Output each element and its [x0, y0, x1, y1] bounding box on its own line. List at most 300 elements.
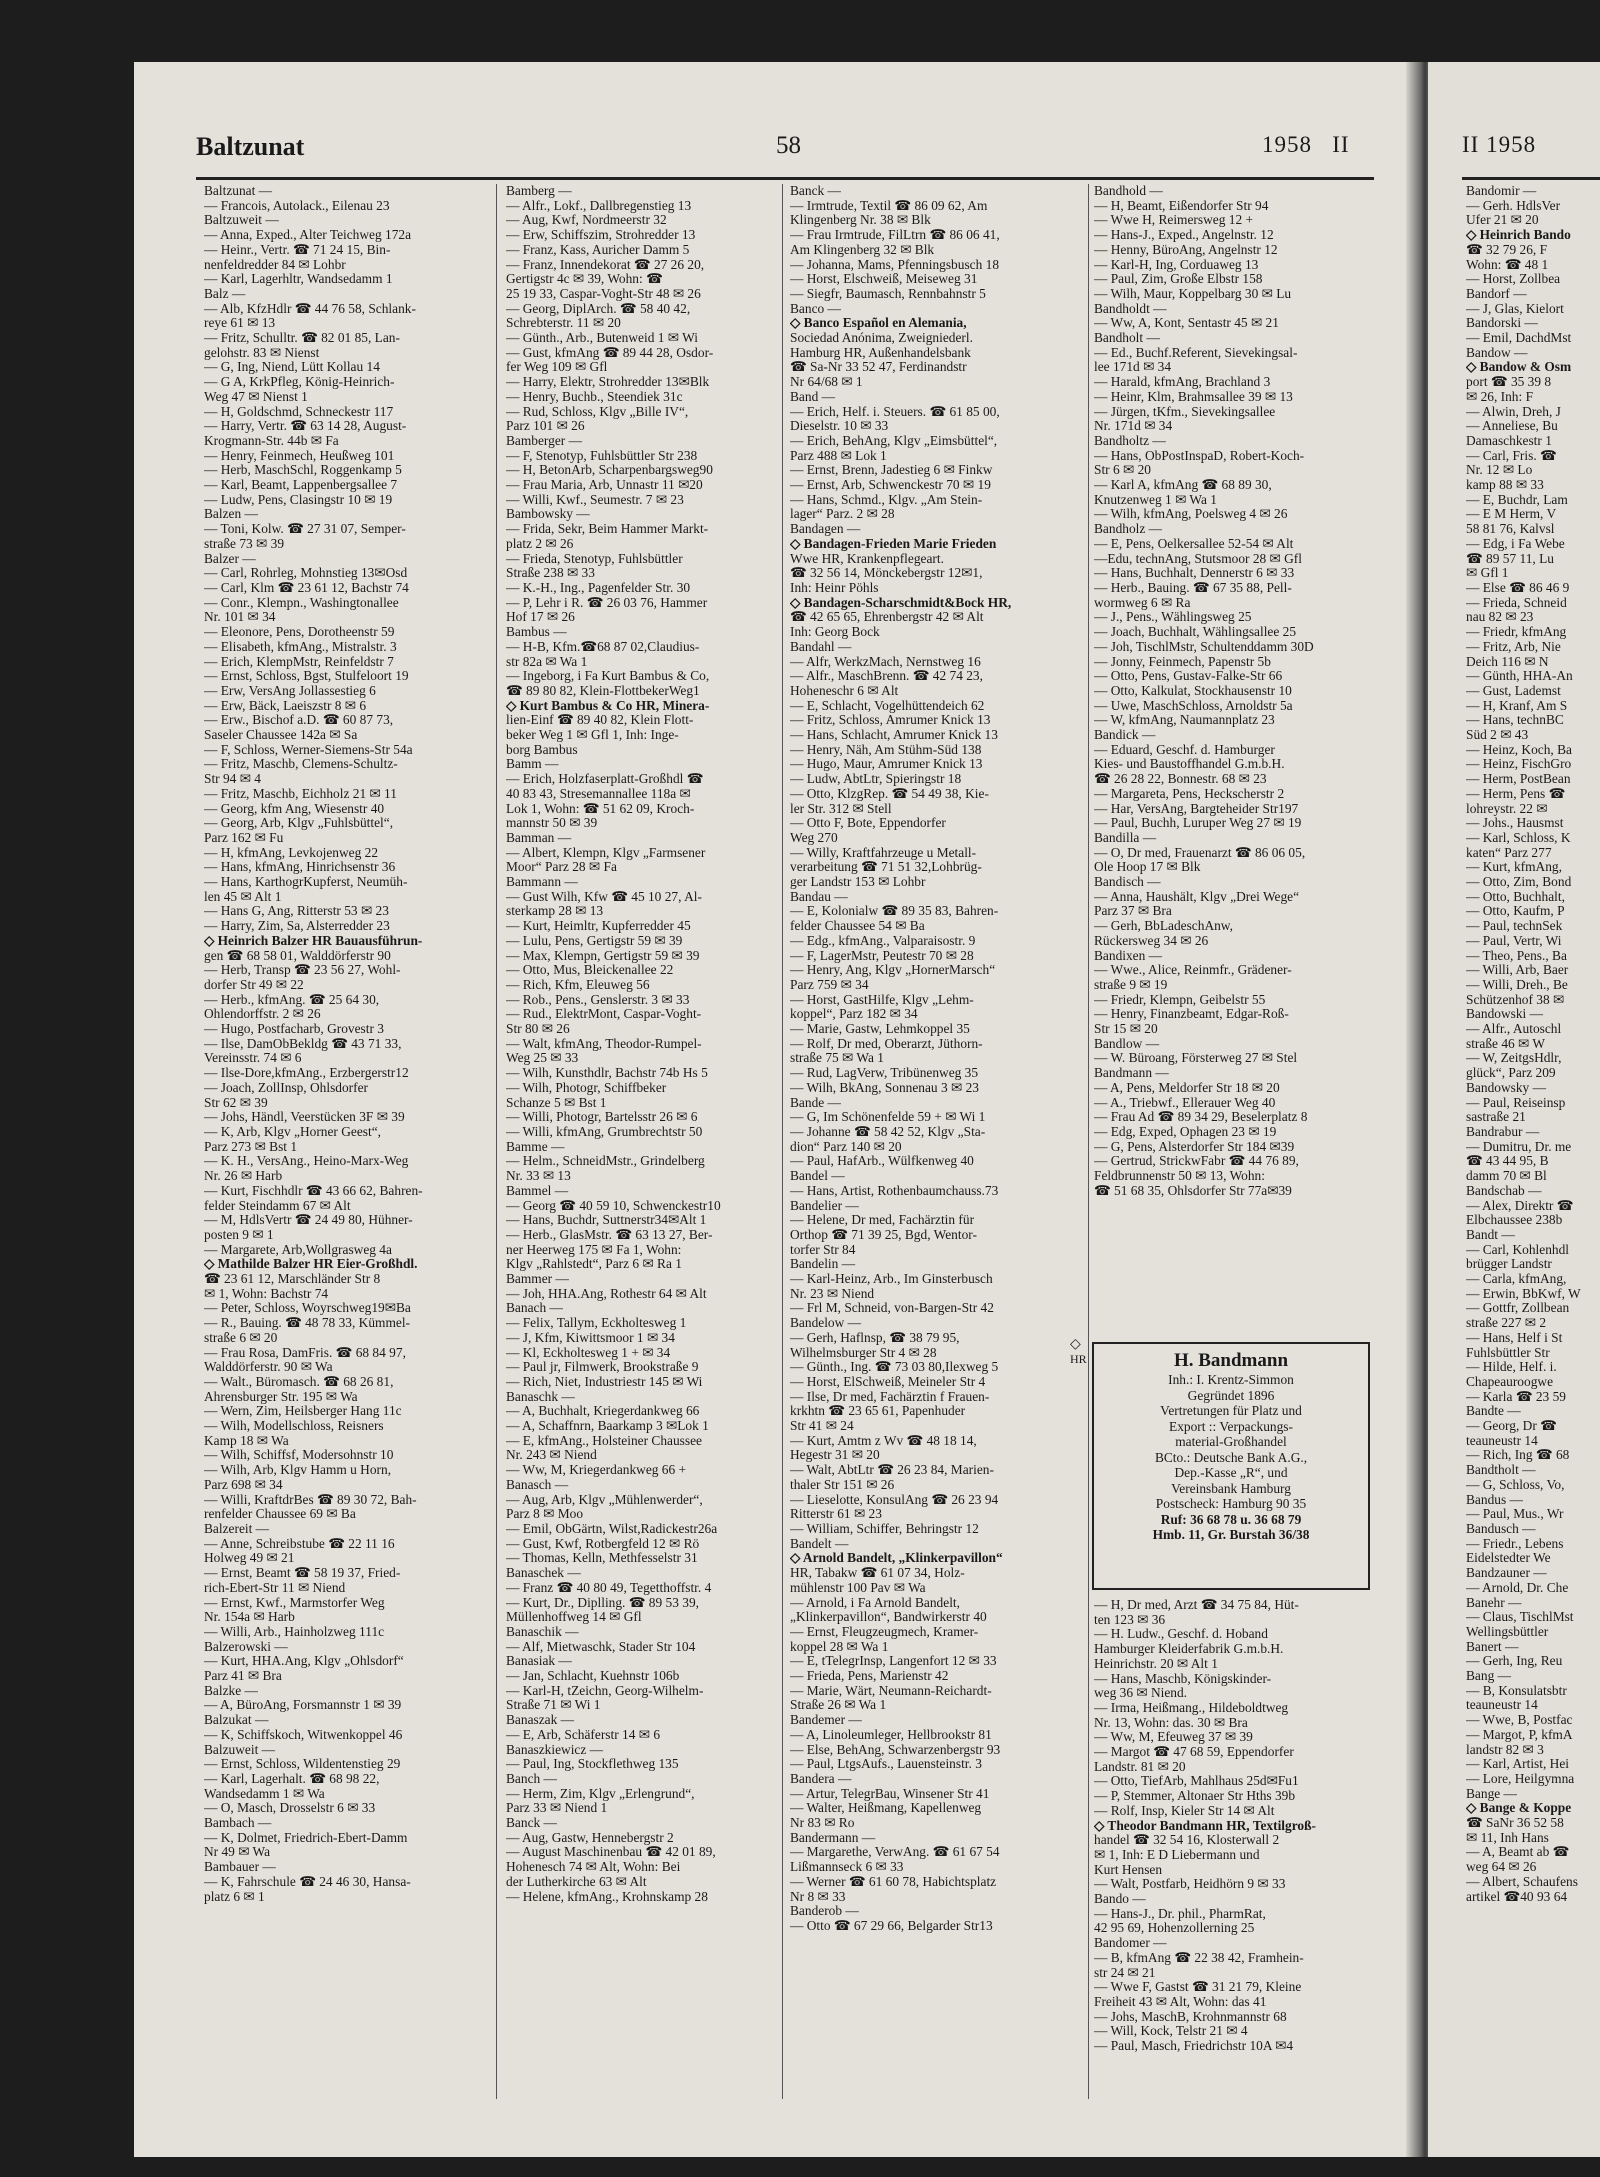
directory-entry-line: — Karl, Lagerhalt. ☎ 68 98 22, — [204, 1771, 380, 1786]
directory-entry-line: Nr 64/68 ✉ 1 — [790, 375, 863, 390]
directory-entry-line: Orthop ☎ 71 39 25, Bgd, Wentor- — [790, 1227, 977, 1242]
directory-entry-line: gen ☎ 68 58 01, Walddörferstr 90 — [204, 948, 391, 963]
directory-entry-line: — Joh, TischlMstr, Schultenddamm 30D — [1094, 639, 1314, 654]
directory-entry-line: mühlenstr 100 Pav ✉ Wa — [790, 1580, 926, 1595]
directory-entry-line: — Jan, Schlacht, Kuehnstr 106b — [506, 1669, 680, 1684]
directory-entry-line: — Gust, kfmAng ☎ 89 44 28, Osdor- — [506, 345, 714, 360]
directory-entry-line: dion“ Parz 140 ✉ 20 — [790, 1139, 902, 1154]
directory-entry-line: — Willi, Photogr, Bartelsstr 26 ✉ 6 — [506, 1110, 698, 1125]
directory-entry-line: — Kl, Eckholtesweg 1 + ✉ 34 — [506, 1345, 671, 1360]
directory-entry-line: — Karl, Lagerhltr, Wandsedamm 1 — [204, 272, 393, 287]
directory-entry-line: — Karla ☎ 23 59 — [1466, 1389, 1566, 1404]
directory-entry-line: Deich 116 ✉ N — [1466, 654, 1549, 669]
directory-entry-line: — Heinz, Koch, Ba — [1466, 742, 1572, 757]
directory-entry-line: Moor“ Parz 28 ✉ Fa — [506, 860, 617, 875]
directory-entry-line: — Karl-H, Ing, Corduaweg 13 — [1094, 257, 1259, 272]
directory-entry-line: ☎ 89 80 82, Klein-FlottbekerWeg1 — [506, 683, 700, 698]
surname-heading: Banach — — [506, 1301, 563, 1316]
directory-entry-line: — G, Schloss, Vo, — [1466, 1477, 1565, 1492]
directory-entry-line: — B, kfmAng ☎ 22 38 42, Framhein- — [1094, 1950, 1304, 1965]
surname-heading: Balzukat — — [204, 1713, 269, 1728]
advertisement-line: Gegründet 1896 — [1187, 1387, 1275, 1403]
directory-entry-line: — Toni, Kolw. ☎ 27 31 07, Semper- — [204, 522, 406, 537]
surname-heading: Banaschik — — [506, 1624, 579, 1639]
directory-entry-line: — Ww, A, Kont, Sentastr 45 ✉ 21 — [1094, 316, 1279, 331]
surname-heading: Balzen — — [204, 507, 258, 522]
directory-entry-line: — Georg, Arb, Klgv „Fuhlsbüttel“, — [204, 816, 394, 831]
advertisement-line: Hmb. 11, Gr. Burstah 36/38 — [1152, 1527, 1310, 1542]
surname-heading: Bandorski — — [1466, 316, 1538, 331]
directory-entry-line: verarbeitung ☎ 71 51 32,Lohbrüg- — [790, 860, 982, 875]
surname-heading: Balz — — [204, 286, 246, 301]
directory-entry-line: — Günth., Arb., Butenweid 1 ✉ Wi — [506, 331, 698, 346]
directory-entry-line: — Gust, Kwf, Rotbergfeld 12 ✉ Rö — [506, 1536, 700, 1551]
surname-heading: Bandhold — — [1094, 184, 1163, 198]
directory-entry-line: — Felix, Tallym, Eckholtesweg 1 — [506, 1316, 687, 1331]
directory-entry-line: Str 94 ✉ 4 — [204, 772, 261, 787]
directory-entry-line: — Joach, Buchhalt, Wählingsallee 25 — [1094, 625, 1297, 640]
directory-entry-line: — H, kfmAng, Levkojenweg 22 — [204, 845, 379, 860]
surname-heading: Bandtholt — — [1466, 1463, 1536, 1478]
directory-entry-line: Hegestr 31 ✉ 20 — [790, 1448, 880, 1463]
advertisement-line: Vereinsbank Hamburg — [1171, 1480, 1291, 1496]
directory-entry-line: Str 41 ✉ 24 — [790, 1419, 854, 1434]
advertisement-box — [1092, 1342, 1370, 1590]
surname-heading: Bandholtz — — [1094, 433, 1166, 448]
directory-entry-line: — Rich, Ing ☎ 68 — [1466, 1448, 1570, 1463]
directory-entry-line: — Eduard, Geschf. d. Hamburger — [1094, 742, 1275, 757]
directory-entry-line: — Gottfr, Zollbean — [1466, 1301, 1570, 1316]
surname-heading: Bang — — [1466, 1669, 1512, 1684]
directory-entry-line: — E, Pens, Oelkersallee 52-54 ✉ Alt — [1094, 536, 1294, 551]
directory-entry-line: — Wwe., Alice, Reinmfr., Grädener- — [1094, 963, 1292, 978]
directory-entry-line: — Alwin, Dreh, J — [1466, 404, 1561, 419]
surname-heading: Bandorf — — [1466, 286, 1527, 301]
directory-entry-line: — Albert, Schaufens — [1466, 1874, 1578, 1889]
directory-entry-line: Str 62 ✉ 39 — [204, 1095, 268, 1110]
advertisement-line: Dep.-Kasse „R“, und — [1174, 1465, 1288, 1480]
directory-entry-line: — Rob., Pens., Genslerstr. 3 ✉ 33 — [506, 992, 690, 1007]
directory-entry-line: Parz 273 ✉ Bst 1 — [204, 1139, 298, 1154]
surname-heading: Baltzunat — — [204, 184, 273, 198]
directory-entry-line: — Ingeborg, i Fa Kurt Bambus & Co, — [506, 669, 710, 684]
directory-entry-line: — Otto, Kaufm, P — [1466, 904, 1565, 919]
directory-entry-line: felder Chaussee 54 ✉ Ba — [790, 919, 925, 934]
directory-entry-line: — Kurt, kfmAng, — [1466, 860, 1562, 875]
directory-entry-line: felder Steindamm 67 ✉ Alt — [204, 1198, 351, 1213]
directory-entry-line: wormweg 6 ✉ Ra — [1094, 595, 1191, 610]
directory-entry-line: weg 36 ✉ Niend. — [1094, 1686, 1188, 1701]
directory-entry-line: — Karl-Heinz, Arb., Im Ginsterbusch — [790, 1272, 993, 1287]
directory-entry-line: — Harald, kfmAng, Brachland 3 — [1094, 375, 1271, 390]
directory-entry-line: — Gerh, BbLadeschAnw, — [1094, 919, 1233, 934]
directory-entry-line: — Joh, HHA.Ang, Rothestr 64 ✉ Alt — [506, 1286, 707, 1301]
directory-entry-line: — Carl, Kohlenhdl — [1466, 1242, 1570, 1257]
directory-entry-line: torfer Str 84 — [790, 1242, 856, 1257]
directory-entry-line: ◇ Theodor Bandmann HR, Textilgroß- — [1094, 1818, 1317, 1833]
directory-entry-line: — Gertrud, StrickwFabr ☎ 44 76 89, — [1094, 1154, 1299, 1169]
directory-entry-line: Freiheit 43 ✉ Alt, Wohn: das 41 — [1094, 1994, 1267, 2009]
surname-heading: Bandermann — — [790, 1830, 876, 1845]
directory-entry-line: — Rud, Schloss, Klgv „Bille IV“, — [506, 404, 689, 419]
directory-entry-line: — Paul, Buchh, Luruper Weg 27 ✉ 19 — [1094, 816, 1302, 831]
directory-entry-line: — Lieselotte, KonsulAng ☎ 26 23 94 — [790, 1492, 999, 1507]
directory-entry-line: Parz 37 ✉ Bra — [1094, 904, 1172, 919]
directory-entry-line: — Henry, Ang, Klgv „HornerMarsch“ — [790, 963, 996, 978]
surname-heading: Bammer — — [506, 1272, 569, 1287]
directory-entry-line: — Elisabeth, kfmAng., Mistralstr. 3 — [204, 639, 397, 654]
directory-entry-line: — Erich, BehAng, Klgv „Eimsbüttel“, — [790, 433, 998, 448]
directory-entry-line: teauneustr 14 — [1466, 1698, 1538, 1713]
directory-entry-line: — Kurt, Amtm z Wv ☎ 48 18 14, — [790, 1433, 977, 1448]
surname-heading: Balzerowski — — [204, 1639, 288, 1654]
directory-entry-line: — A, Schaffnrn, Baarkamp 3 ✉Lok 1 — [506, 1419, 709, 1434]
directory-entry-line: — Henny, BüroAng, Angelnstr 12 — [1094, 242, 1278, 257]
surname-heading: Bandowski — — [1466, 1007, 1543, 1022]
directory-entry-line: — R., Bauing. ☎ 48 78 33, Kümmel- — [204, 1316, 410, 1331]
surname-heading: Balzereit — — [204, 1521, 270, 1536]
directory-entry-line: — H, Goldschmd, Schneckestr 117 — [204, 404, 394, 419]
directory-entry-line: Weg 270 — [790, 830, 838, 845]
directory-entry-line: — E, Schlacht, Vogelhüttendeich 62 — [790, 698, 985, 713]
directory-entry-line: — Otto F, Bote, Eppendorfer — [790, 816, 946, 831]
directory-entry-line: posten 9 ✉ 1 — [204, 1227, 274, 1242]
directory-entry-line: straße 73 ✉ 39 — [204, 536, 285, 551]
directory-entry-line: — Dumitru, Dr. me — [1466, 1139, 1572, 1154]
directory-entry-line: — P, Lehr i R. ☎ 26 03 76, Hammer — [506, 595, 708, 610]
directory-entry-line: — Ernst, Kwf., Marmstorfer Weg — [204, 1595, 385, 1610]
directory-entry-line: — G A, KrkPfleg, König-Heinrich- — [204, 375, 395, 390]
directory-entry-line: ☎ 43 44 95, B — [1466, 1154, 1549, 1169]
directory-entry-line: — A, Buchhalt, Kriegerdankweg 66 — [506, 1404, 700, 1419]
surname-heading: Banck — — [506, 1816, 557, 1831]
directory-entry-line: — Hugo, Maur, Amrumer Knick 13 — [790, 757, 983, 772]
directory-entry-line: — Henry, Buchb., Steendiek 31c — [506, 389, 683, 404]
directory-entry-line: — Otto, KlzgRep. ☎ 54 49 38, Kie- — [790, 786, 989, 801]
directory-entry-line: — G, Im Schönenfelde 59 + ✉ Wi 1 — [790, 1110, 986, 1125]
directory-entry-line: — E, tTelegrInsp, Langenfort 12 ✉ 33 — [790, 1654, 997, 1669]
directory-entry-line: ☎ 32 56 14, Mönckebergstr 12✉1, — [790, 566, 983, 581]
directory-entry-line: — Franz, Innendekorat ☎ 27 26 20, — [506, 257, 705, 272]
directory-entry-line: „Klinkerpavillon“, Bandwirkerstr 40 — [790, 1610, 987, 1625]
directory-entry-line: Parz 8 ✉ Moo — [506, 1507, 584, 1522]
advertisement-line: Export :: Verpackungs- — [1169, 1418, 1293, 1434]
directory-entry-line: — Ernst, Beamt ☎ 58 19 37, Fried- — [204, 1566, 401, 1581]
directory-entry-line: — K. H., VersAng., Heino-Marx-Weg — [204, 1154, 409, 1169]
directory-entry-line: Str 6 ✉ 20 — [1094, 463, 1151, 478]
directory-entry-line: HR, Tabakw ☎ 61 07 34, Holz- — [790, 1566, 965, 1581]
directory-entry-line: Süd 2 ✉ 43 — [1466, 728, 1529, 743]
directory-entry-line: — M, HdlsVertr ☎ 24 49 80, Hühner- — [204, 1213, 413, 1228]
directory-entry-line: — Willi, Arb, Baer — [1466, 963, 1569, 978]
surname-heading: Bandelt — — [790, 1536, 849, 1551]
directory-entry-line: Hamburg HR, Außenhandelsbank — [790, 345, 971, 360]
directory-entry-line: — Edg, i Fa Webe — [1466, 536, 1565, 551]
directory-entry-line: — Frl M, Schneid, von-Bargen-Str 42 — [790, 1301, 994, 1316]
directory-entry-line: — Carl, Rohrleg, Mohnstieg 13✉Osd — [204, 566, 408, 581]
directory-entry-line: — Fritz, Maschb, Eichholz 21 ✉ 11 — [204, 786, 397, 801]
directory-entry-line: — Erwin, BbKwf, W — [1466, 1286, 1581, 1301]
directory-entry-line: — Rich, Niet, Industriestr 145 ✉ Wi — [506, 1374, 703, 1389]
directory-entry-line: — G, Ing, Niend, Lütt Kollau 14 — [204, 360, 380, 375]
directory-entry-line: beker Weg 1 ✉ Gfl 1, Inh: Inge- — [506, 728, 679, 743]
directory-entry-line: Ole Hoop 17 ✉ Blk — [1094, 860, 1201, 875]
directory-entry-line: Parz 41 ✉ Bra — [204, 1669, 282, 1684]
directory-entry-line: — Paul, Mus., Wr — [1466, 1507, 1564, 1522]
directory-entry-line: — Harry, Elektr, Strohredder 13✉Blk — [506, 375, 710, 390]
directory-entry-line: Wellingsbüttler — [1466, 1624, 1549, 1639]
directory-entry-line: — Rolf, Dr med, Oberarzt, Jüthorn- — [790, 1036, 983, 1051]
directory-entry-line: ☎ 89 57 11, Lu — [1466, 551, 1554, 566]
directory-entry-line: Parz 101 ✉ 26 — [506, 419, 585, 434]
directory-entry-line: — Hans, Helf i St — [1466, 1330, 1563, 1345]
directory-entry-line: — Hugo, Postfacharb, Grovestr 3 — [204, 1022, 384, 1037]
directory-entry-line: Wwe HR, Krankenpflegeart. — [790, 551, 944, 566]
directory-entry-line: Wandsedamm 1 ✉ Wa — [204, 1786, 325, 1801]
directory-entry-line: — Ludw, AbtLtr, Spieringstr 18 — [790, 772, 962, 787]
directory-entry-line: Straße 238 ✉ 33 — [506, 566, 595, 581]
directory-entry-line: — Wilh, BkAng, Sonnenau 3 ✉ 23 — [790, 1080, 979, 1095]
directory-entry-line: Nr 8 ✉ 33 — [790, 1889, 846, 1904]
directory-entry-line: straße 227 ✉ 2 — [1466, 1316, 1547, 1331]
surname-heading: Bambach — — [204, 1816, 272, 1831]
directory-entry-line: Parz 698 ✉ 34 — [204, 1477, 283, 1492]
directory-entry-line: — Otto ☎ 67 29 66, Belgarder Str13 — [790, 1918, 993, 1933]
directory-entry-line: Elbchaussee 238b — [1466, 1213, 1563, 1228]
directory-entry-line: — Hans, technBC — [1466, 713, 1564, 728]
directory-entry-line: — Har, VersAng, Bargteheider Str197 — [1094, 801, 1299, 816]
page-number: 58 — [776, 132, 801, 159]
directory-entry-line: — Ernst, Brenn, Jadestieg 6 ✉ Finkw — [790, 463, 993, 478]
directory-entry-line: — H-B, Kfm.☎68 87 02,Claudius- — [506, 639, 700, 654]
directory-entry-line: — W. Büroang, Försterweg 27 ✉ Stel — [1094, 1051, 1298, 1066]
directory-entry-line: — Hans, Schmd., Klgv. „Am Stein- — [790, 492, 983, 507]
directory-entry-line: — Gerh, Haflnsp, ☎ 38 79 95, — [790, 1330, 960, 1345]
directory-entry-line: ☎ 26 28 22, Bonnestr. 68 ✉ 23 — [1094, 772, 1267, 787]
directory-entry-line: —Edu, technAng, Stutsmoor 28 ✉ Gfl — [1094, 551, 1302, 566]
directory-entry-line: — Margarete, Arb,Wollgrasweg 4a — [204, 1242, 392, 1257]
directory-entry-line: ten 123 ✉ 36 — [1094, 1612, 1166, 1627]
directory-entry-line: ✉ Gfl 1 — [1466, 566, 1509, 581]
advertisement-line: material-Großhandel — [1175, 1434, 1287, 1449]
directory-entry-line: — Horst, Zollbea — [1466, 272, 1561, 287]
directory-entry-line: — Alfr., Lokf., Dallbregenstieg 13 — [506, 198, 692, 213]
advertisement-body — [1094, 1372, 1368, 1543]
surname-heading: Bambus — — [506, 625, 567, 640]
directory-entry-line: — Heinr, Klm, Brahmsallee 39 ✉ 13 — [1094, 389, 1293, 404]
directory-entry-line: ✉ 1, Inh: E D Liebermann und — [1094, 1847, 1260, 1862]
directory-entry-line: — Ernst, Schloss, Wildentenstieg 29 — [204, 1757, 401, 1772]
directory-entry-line: koppel“, Parz 182 ✉ 34 — [790, 1007, 918, 1022]
directory-entry-line: — Frau Rosa, DamFris. ☎ 68 84 97, — [204, 1345, 406, 1360]
directory-entry-line: — Johs, Händl, Veerstücken 3F ✉ 39 — [204, 1110, 405, 1125]
directory-entry-line: — Frau Maria, Arb, Unnastr 11 ✉20 — [506, 478, 703, 493]
directory-entry-line: — Rud., ElektrMont, Caspar-Voght- — [506, 1007, 702, 1022]
directory-entry-line: — Johanne ☎ 58 42 52, Klgv „Sta- — [790, 1125, 986, 1139]
directory-entry-line: — Johs., Hausmst — [1466, 816, 1564, 831]
directory-entry-line: — Claus, TischlMst — [1466, 1610, 1574, 1625]
directory-entry-line: kamp 88 ✉ 33 — [1466, 478, 1544, 493]
directory-entry-line: — Willy, Kraftfahrzeuge u Metall- — [790, 845, 977, 860]
directory-entry-line: — Hans, kfmAng, Hinrichsenstr 36 — [204, 860, 396, 875]
directory-entry-line: ☎ SaNr 36 52 58 — [1466, 1816, 1564, 1831]
directory-entry-line: — Werner ☎ 61 60 78, Habichtsplatz — [790, 1874, 997, 1889]
business-register-label: HR — [1070, 1352, 1087, 1366]
advertisement-line: Postscheck: Hamburg 90 35 — [1155, 1496, 1307, 1511]
directory-entry-line: ✉ 1, Wohn: Bachstr 74 — [204, 1286, 329, 1301]
directory-entry-line: str 82a ✉ Wa 1 — [506, 654, 588, 669]
directory-entry-line: — Harry, Vertr. ☎ 63 14 28, August- — [204, 419, 407, 434]
directory-entry-line: — K, Arb, Klgv „Horner Geest“, — [204, 1125, 382, 1139]
directory-entry-line: Kamp 18 ✉ Wa — [204, 1433, 289, 1448]
directory-entry-line: — E M Herm, V — [1466, 507, 1557, 522]
directory-entry-line: — Herb, MaschSchl, Roggenkamp 5 — [204, 463, 402, 478]
directory-entry-line: — Carla, kfmAng, — [1466, 1272, 1567, 1287]
directory-entry-line: ✉ 11, Inh Hans — [1466, 1830, 1549, 1845]
directory-entry-line: — O, Dr med, Frauenarzt ☎ 86 06 05, — [1094, 845, 1306, 860]
directory-column-4-top — [1094, 184, 1374, 1199]
directory-entry-line: Krogmann-Str. 44b ✉ Fa — [204, 433, 339, 448]
surname-heading: Bandmann — — [1094, 1066, 1169, 1081]
directory-entry-line: — Franz, Kass, Auricher Damm 5 — [506, 242, 690, 257]
directory-entry-line: 58 81 76, Kalvsl — [1466, 522, 1555, 537]
directory-entry-line: Parz 162 ✉ Fu — [204, 830, 284, 845]
directory-entry-line: Inh: Georg Bock — [790, 625, 880, 640]
directory-entry-line: Nr. 26 ✉ Harb — [204, 1169, 283, 1184]
surname-heading: Bamberg — — [506, 184, 572, 198]
directory-entry-line: — Max, Klempn, Gertigstr 59 ✉ 39 — [506, 948, 700, 963]
advertisement-line: Vertretungen für Platz und — [1160, 1403, 1302, 1418]
advertisement-line: Ruf: 36 68 78 u. 36 68 79 — [1160, 1511, 1302, 1527]
directory-entry-line: — Hans, ObPostInspaD, Robert-Koch- — [1094, 448, 1305, 463]
directory-entry-line: — Artur, TelegrBau, Winsener Str 41 — [790, 1786, 990, 1801]
directory-entry-line: Hof 17 ✉ 26 — [506, 610, 575, 625]
directory-entry-line: Sociedad Anónima, Zweigniederl. — [790, 331, 973, 346]
directory-entry-line: teauneustr 14 — [1466, 1433, 1538, 1448]
directory-entry-line: Nr. 13, Wohn: das. 30 ✉ Bra — [1094, 1715, 1248, 1730]
directory-entry-line: — Marie, Wärt, Neumann-Reichardt- — [790, 1683, 992, 1698]
directory-entry-line: — Erich, Helf. i. Steuers. ☎ 61 85 00, — [790, 404, 1000, 419]
directory-entry-line: Knutzenweg 1 ✉ Wa 1 — [1094, 492, 1217, 507]
directory-entry-line: ◇ Heinrich Bando — [1466, 228, 1571, 243]
directory-entry-line: Parz 488 ✉ Lok 1 — [790, 448, 887, 463]
directory-entry-line: — Herb., Bauing. ☎ 67 35 88, Pell- — [1094, 580, 1292, 595]
directory-entry-line: Straße 26 ✉ Wa 1 — [790, 1698, 887, 1713]
directory-entry-line: Landstr. 81 ✉ 20 — [1094, 1759, 1186, 1774]
surname-heading: Bandomir — — [1466, 184, 1537, 198]
surname-heading: Banaszak — — [506, 1713, 575, 1728]
surname-heading: Balzuweit — — [204, 1742, 276, 1757]
surname-heading: Bando — — [1094, 1892, 1146, 1907]
directory-entry-line: — Otto, Mus, Bleickenallee 22 — [506, 963, 674, 978]
directory-entry-line: — Ilse, DamObBekldg ☎ 43 71 33, — [204, 1036, 402, 1051]
directory-entry-line: — Joach, ZollInsp, Ohlsdorfer — [204, 1080, 369, 1095]
directory-entry-line: koppel 28 ✉ Wa 1 — [790, 1639, 889, 1654]
surname-heading: Banco — — [790, 301, 841, 316]
directory-entry-line: ☎ 23 61 12, Marschländer Str 8 — [204, 1272, 381, 1287]
running-head-year — [1262, 132, 1350, 172]
directory-entry-line: — Margot ☎ 47 68 59, Eppendorfer — [1094, 1745, 1294, 1760]
directory-entry-line: — Erw, Schiffszim, Strohredder 13 — [506, 228, 696, 243]
directory-entry-line: — Paul, Vertr, Wi — [1466, 933, 1562, 948]
directory-entry-line: — Kurt, Fischhdlr ☎ 43 66 62, Bahren- — [204, 1183, 423, 1198]
directory-entry-line: — Ernst, Arb, Schwenckestr 70 ✉ 19 — [790, 478, 991, 493]
directory-entry-line: — Hans, Artist, Rothenbaumchauss.73 — [790, 1183, 999, 1198]
directory-entry-line: gelohstr. 83 ✉ Nienst — [204, 345, 320, 360]
directory-entry-line: — K, Dolmet, Friedrich-Ebert-Damm — [204, 1830, 408, 1845]
directory-entry-line: — Helene, Dr med, Fachärztin für — [790, 1213, 975, 1228]
directory-entry-line: — Wilh, Modellschloss, Reisners — [204, 1419, 384, 1434]
surname-heading: Bamm — — [506, 757, 559, 772]
directory-entry-line: — Gust Wilh, Kfw ☎ 45 10 27, Al- — [506, 889, 702, 904]
directory-entry-line: — William, Schiffer, Behringstr 12 — [790, 1521, 979, 1536]
directory-entry-line: — Ed., Buchf.Referent, Sievekingsal- — [1094, 345, 1298, 360]
directory-entry-line: — Herb., GlasMstr. ☎ 63 13 27, Ber- — [506, 1227, 713, 1242]
directory-entry-line: — Frau Ad ☎ 89 34 29, Beselerplatz 8 — [1094, 1110, 1308, 1125]
directory-entry-line: Nr. 101 ✉ 34 — [204, 610, 276, 625]
directory-entry-line: — Günth, HHA-An — [1466, 669, 1573, 684]
directory-entry-line: — Emil, ObGärtn, Wilst,Radickestr26a — [506, 1521, 718, 1536]
directory-entry-line: — Else ☎ 86 46 9 — [1466, 580, 1570, 595]
surname-heading: Bamberger — — [506, 433, 582, 448]
directory-entry-line: — Irma, Heißmang., Hildeboldtweg — [1094, 1700, 1289, 1715]
directory-entry-line: Ufer 21 ✉ 20 — [1466, 213, 1539, 228]
surname-heading: Bandahl — — [790, 639, 852, 654]
directory-entry-line: — Fritz, Schulltr. ☎ 82 01 85, Lan- — [204, 331, 400, 346]
surname-heading: Banaschk — — [506, 1389, 575, 1404]
directory-entry-line: — Willi, Kwf., Seumestr. 7 ✉ 23 — [506, 492, 684, 507]
directory-entry-line: Hohenesch 74 ✉ Alt, Wohn: Bei — [506, 1860, 681, 1875]
directory-entry-line: Hoheneschr 6 ✉ Alt — [790, 683, 899, 698]
directory-entry-line: lien-Einf ☎ 89 40 82, Klein Flott- — [506, 713, 694, 728]
directory-entry-line: — Karl, Beamt, Lappenbergsallee 7 — [204, 478, 398, 493]
directory-entry-line: — Wilh, Kunsthdlr, Bachstr 74b Hs 5 — [506, 1066, 708, 1081]
directory-entry-line: — Kurt, HHA.Ang, Klgv „Ohlsdorf“ — [204, 1654, 404, 1669]
surname-heading: Bandt — — [1466, 1227, 1515, 1242]
directory-entry-line: platz 2 ✉ 26 — [506, 536, 574, 551]
directory-entry-line: — Georg, DiplArch. ☎ 58 40 42, — [506, 301, 691, 316]
directory-entry-line: straße 6 ✉ 20 — [204, 1330, 278, 1345]
directory-entry-line: der Lutherkirche 63 ✉ Alt — [506, 1874, 647, 1889]
directory-entry-line: — Horst, Elschweiß, Meiseweg 31 — [790, 272, 978, 287]
directory-entry-line: — Irmtrude, Textil ☎ 86 09 62, Am — [790, 198, 988, 213]
directory-entry-line: Parz 33 ✉ Niend 1 — [506, 1801, 608, 1816]
directory-entry-line: Dieselstr. 10 ✉ 33 — [790, 419, 889, 434]
directory-column-2 — [506, 184, 774, 1904]
directory-entry-line: borg Bambus — [506, 742, 578, 757]
surname-heading: Bandholz — — [1094, 522, 1163, 537]
directory-entry-line: — Alfr, WerkzMach, Nernstweg 16 — [790, 654, 981, 669]
directory-entry-line: — Willi, Dreh., Be — [1466, 977, 1568, 992]
directory-entry-line: — Karl, Schloss, K — [1466, 830, 1571, 845]
directory-entry-line: — Heinr., Vertr. ☎ 71 24 15, Bin- — [204, 242, 391, 257]
surname-heading: Banaszkiewicz — — [506, 1742, 604, 1757]
directory-entry-line: — Lulu, Pens, Gertigstr 59 ✉ 39 — [506, 933, 683, 948]
directory-column-4-bottom — [1094, 1598, 1374, 2054]
directory-entry-line: Fuhlsbüttler Str — [1466, 1345, 1550, 1360]
directory-entry-line: — Erich, Holzfaserplatt-Großhdl ☎ — [506, 772, 704, 787]
directory-entry-line: — Johs, MaschB, Krohnmannstr 68 — [1094, 2009, 1287, 2024]
surname-heading: Banderob — — [790, 1904, 859, 1919]
directory-entry-line: fer Weg 109 ✉ Gfl — [506, 360, 608, 375]
column-divider — [1088, 184, 1089, 2099]
surname-heading: Bandixen — — [1094, 948, 1163, 963]
directory-entry-line: — Fritz, Maschb, Clemens-Schultz- — [204, 757, 398, 772]
directory-entry-line: ✉ 26, Inh: F — [1466, 389, 1534, 404]
directory-entry-line: — Otto, TiefArb, Mahlhaus 25d✉Fu1 — [1094, 1774, 1299, 1789]
year-text: 1958 — [1262, 132, 1312, 157]
directory-entry-line: Klingenberg Nr. 38 ✉ Blk — [790, 213, 931, 228]
